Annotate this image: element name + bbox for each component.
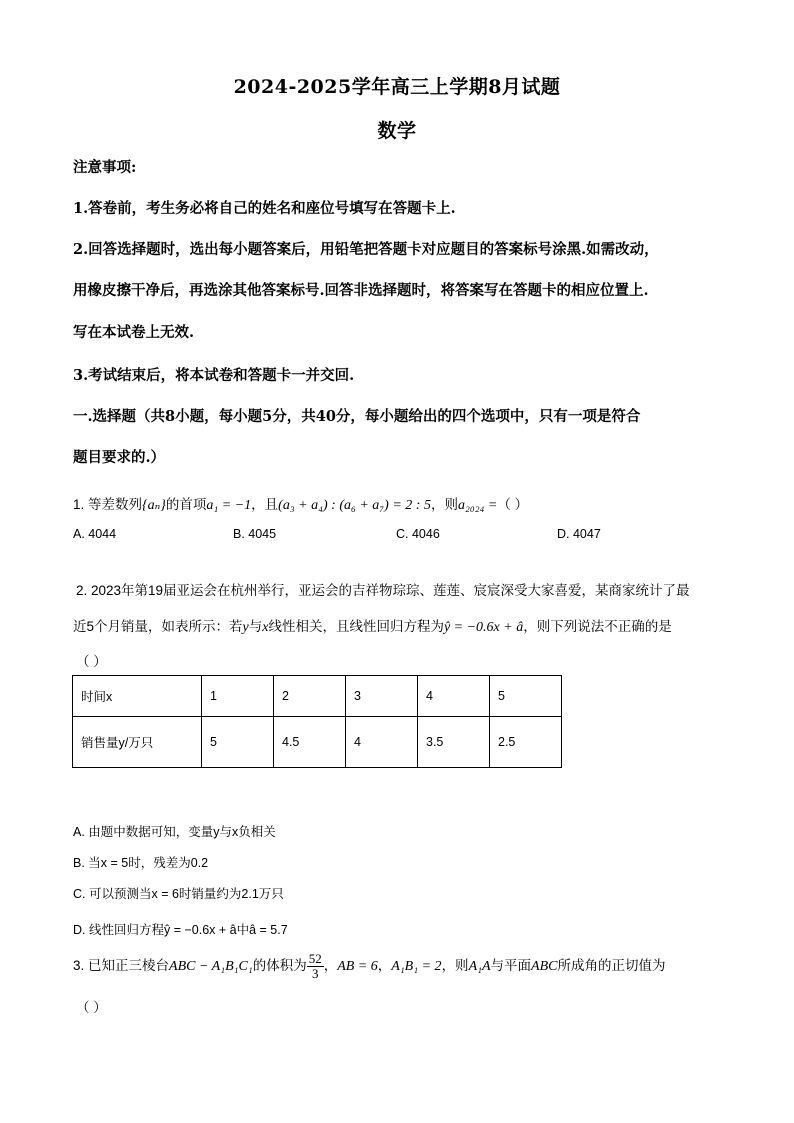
q2-regression-equation: ŷ = −0.6x + â bbox=[443, 620, 524, 635]
q1-sequence: {aₙ} bbox=[142, 498, 166, 513]
table-cell: 5 bbox=[490, 676, 562, 717]
q3-blank: （ ） bbox=[76, 1000, 107, 1015]
notice-heading: 注意事项: bbox=[73, 159, 137, 176]
table-row-time bbox=[73, 676, 562, 717]
q1-blank: （ ） bbox=[497, 497, 529, 512]
q2-text-a: 近5个月销量，如表所示：若 bbox=[73, 619, 243, 634]
q1-first-term: a₁ = −1 bbox=[206, 498, 252, 513]
table-cell: 4 bbox=[346, 717, 418, 768]
q2-option-a: A. 由题中数据可知，变量y与x负相关 bbox=[73, 825, 276, 839]
q1-text-3: ，且 bbox=[251, 497, 279, 512]
q1-option-c: C. 4046 bbox=[396, 527, 440, 541]
q1-text-2: 的首项 bbox=[165, 497, 207, 512]
q1-target: a₂₀₂₄ = bbox=[457, 498, 498, 513]
notice-line-2b: 用橡皮擦干净后，再选涂其他答案标号.回答非选择题时，将答案写在答题卡的相应位置上. bbox=[73, 282, 649, 299]
table-cell: 3 bbox=[346, 676, 418, 717]
table-cell: 1 bbox=[202, 676, 274, 717]
page-title: 2024-2025学年高三上学期8月试题 bbox=[233, 76, 561, 98]
q3-solid: ABC − A₁B₁C₁ bbox=[169, 959, 253, 975]
notice-line-3: 3.考试结束后，将本试卷和答题卡一并交回. bbox=[73, 367, 355, 384]
q2-text-b: 与 bbox=[248, 619, 263, 634]
q1-option-b: B. 4045 bbox=[233, 527, 277, 541]
q1-option-a: A. 4044 bbox=[73, 527, 117, 541]
section-heading-line-2: 题目要求的.） bbox=[73, 449, 166, 466]
q2-blank: （ ） bbox=[76, 654, 107, 669]
table-cell: 4.5 bbox=[274, 717, 346, 768]
q3-ab: AB = 6 bbox=[337, 959, 378, 975]
q3-a1b1: A₁B₁ = 2 bbox=[391, 959, 442, 975]
q3-text-5: ，则 bbox=[441, 958, 469, 974]
q2-option-b: B. 当x = 5时，残差为0.2 bbox=[73, 856, 209, 870]
q1-option-d: D. 4047 bbox=[557, 527, 601, 541]
q2-line-2 bbox=[73, 615, 672, 636]
table-header-sales: 销售量y/万只 bbox=[73, 717, 202, 768]
q3-volume-fraction bbox=[307, 952, 324, 981]
q2-option-c: C. 可以预测当x = 6时销量约为2.1万只 bbox=[73, 887, 284, 901]
table-row-sales bbox=[73, 717, 562, 768]
q2-var-x: x bbox=[262, 620, 269, 635]
q2-var-y: y bbox=[242, 620, 249, 635]
q3-text-2: 的体积为 bbox=[252, 958, 307, 974]
q2-line-1: 2. 2023年第19届亚运会在杭州举行，亚运会的吉祥物琮琮、莲莲、宸宸深受大家喜爱，某商家统计了最 bbox=[76, 583, 690, 598]
q3-text-4: ， bbox=[377, 958, 392, 974]
q1-ratio: (a₃ + a₄) : (a₆ + a₇) = 2 : 5 bbox=[278, 498, 431, 513]
section-heading-line-1: 一.选择题（共8小题，每小题5分，共40分，每小题给出的四个选项中，只有一项是符合 bbox=[73, 408, 641, 425]
table-header-time: 时间x bbox=[73, 676, 202, 717]
question-1 bbox=[73, 493, 528, 514]
q3-plane: ABC bbox=[531, 959, 558, 975]
q1-text-4: ，则 bbox=[430, 497, 458, 512]
notice-line-2a: 2.回答选择题时，选出每小题答案后，用铅笔把答题卡对应题目的答案标号涂黑.如需改动， bbox=[73, 241, 659, 258]
q3-edge: A₁A bbox=[468, 959, 491, 975]
q2-option-d: D. 线性回归方程ŷ = −0.6x + â中â = 5.7 bbox=[73, 923, 288, 937]
q3-volume-numerator: 52 bbox=[308, 951, 322, 966]
q3-text-6: 与平面 bbox=[490, 958, 532, 974]
q3-text-1: 3. 已知正三棱台 bbox=[73, 958, 170, 974]
q3-text-7: 所成角的正切值为 bbox=[557, 958, 666, 974]
q3-volume-denominator: 3 bbox=[307, 966, 324, 981]
notice-line-2c: 写在本试卷上无效. bbox=[73, 324, 195, 341]
page-subtitle: 数学 bbox=[377, 120, 417, 142]
question-3 bbox=[73, 952, 666, 981]
table-cell: 2.5 bbox=[490, 717, 562, 768]
q2-data-table bbox=[72, 675, 562, 768]
table-cell: 4 bbox=[418, 676, 490, 717]
q1-text-1: 1. 等差数列 bbox=[73, 497, 143, 512]
q2-text-d: ，则下列说法不正确的是 bbox=[523, 619, 672, 634]
table-cell: 3.5 bbox=[418, 717, 490, 768]
table-cell: 2 bbox=[274, 676, 346, 717]
q3-text-3: ， bbox=[323, 958, 338, 974]
q2-text-c: 线性相关，且线性回归方程为 bbox=[268, 619, 444, 634]
notice-line-1: 1.答卷前，考生务必将自己的姓名和座位号填写在答题卡上. bbox=[73, 200, 456, 217]
table-cell: 5 bbox=[202, 717, 274, 768]
